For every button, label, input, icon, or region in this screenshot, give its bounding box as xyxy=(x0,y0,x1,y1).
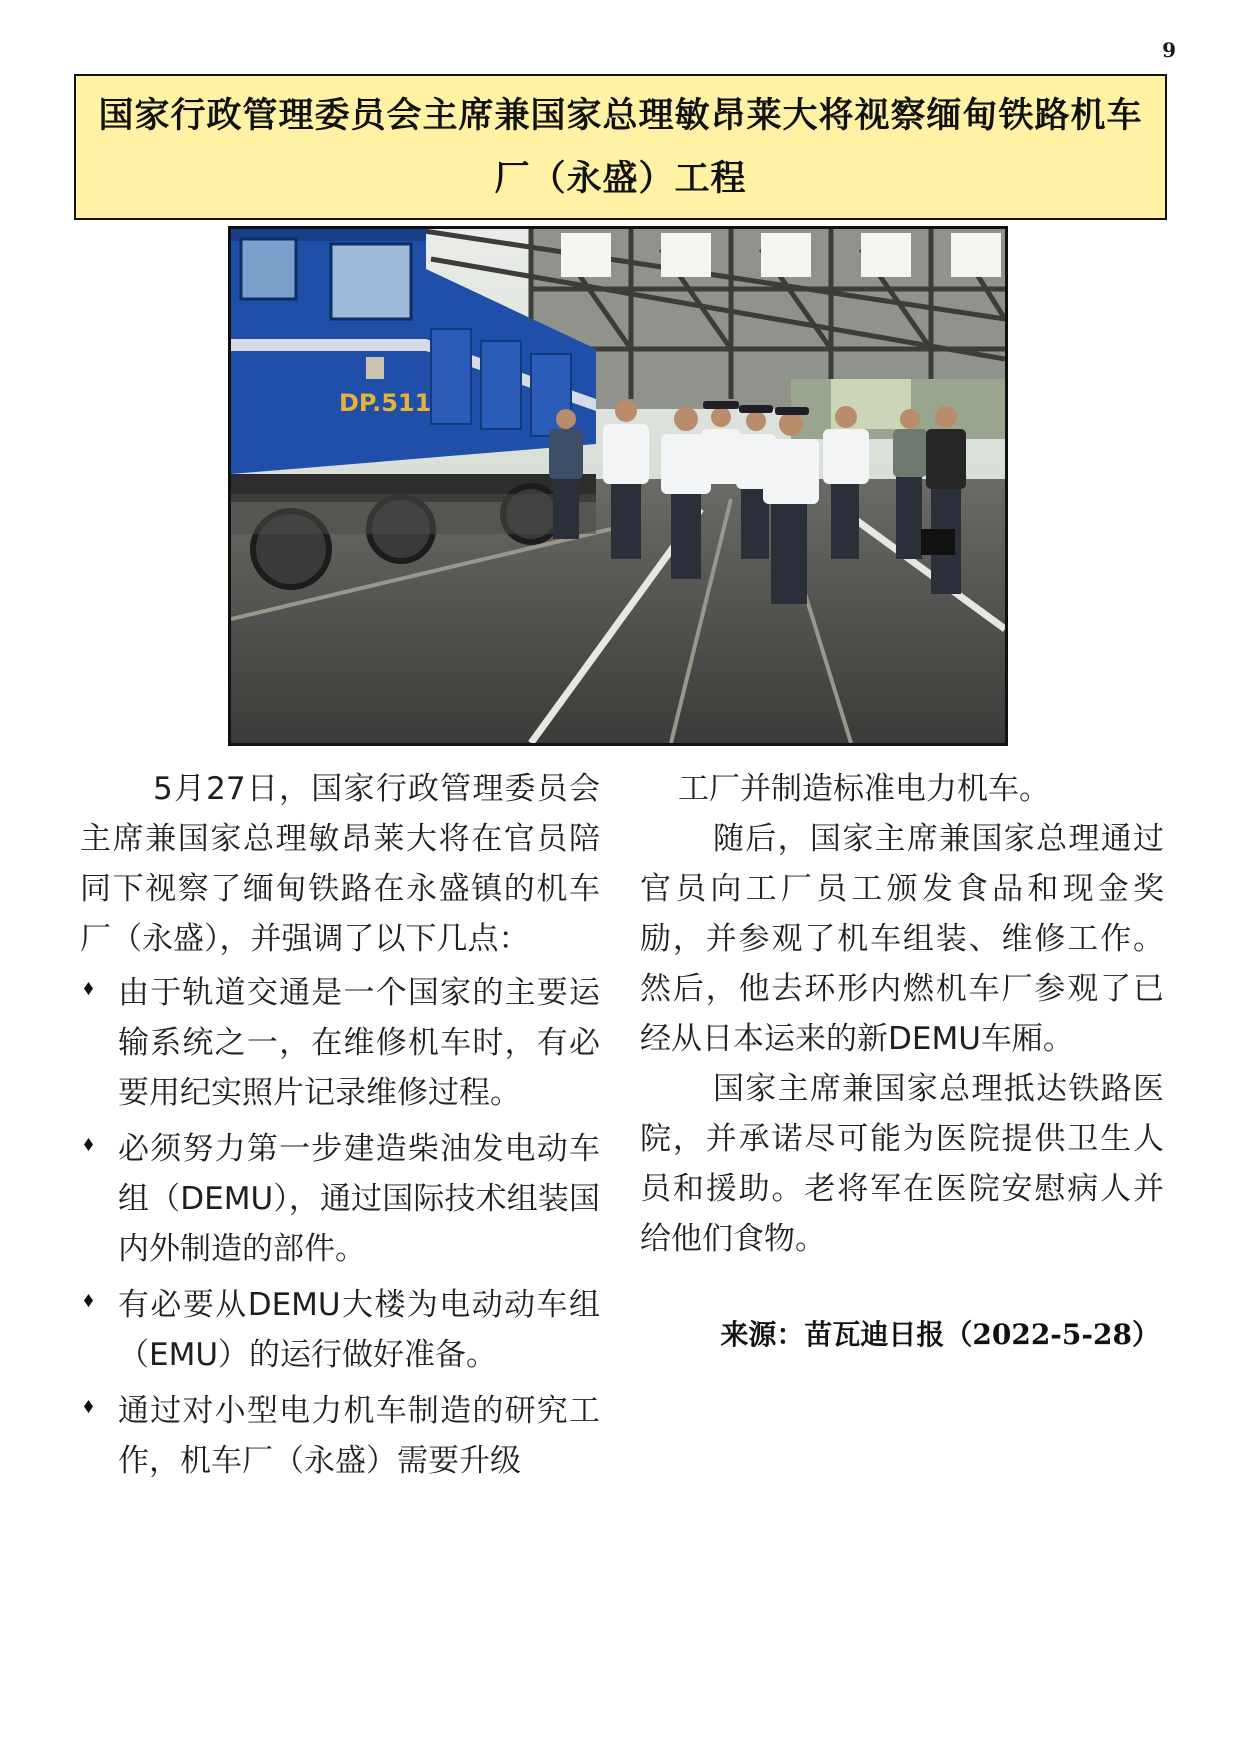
intro-paragraph: 5月27日，国家行政管理委员会主席兼国家总理敏昂莱大将在官员陪同下视察了缅甸铁路在永盛镇的机车厂（永盛），并强调了以下几点： xyxy=(80,771,600,957)
bullet-text: 由于轨道交通是一个国家的主要运输系统之一，在维修机车时，有必要用纪实照片记录维修过程。 xyxy=(118,975,600,1111)
continuation-text: 工厂并制造标准电力机车。 xyxy=(678,771,1050,807)
list-item xyxy=(80,1280,600,1380)
workshop-scene xyxy=(231,229,1005,743)
left-column xyxy=(80,764,600,1492)
page-title: 国家行政管理委员会主席兼国家总理敏昂莱大将视察缅甸铁路机车厂（永盛）工程 xyxy=(98,95,1143,199)
diamond-bullet-icon xyxy=(84,1400,93,1413)
right-column xyxy=(640,764,1164,1360)
diamond-bullet-icon xyxy=(84,1138,93,1151)
locomotive-window xyxy=(241,239,296,299)
paragraph-3: 国家主席兼国家总理抵达铁路医院，并承诺尽可能为医院提供卫生人员和援助。老将军在医院安慰病人并给他们食物。 xyxy=(640,1071,1164,1257)
title-box xyxy=(74,74,1167,220)
paragraph-2: 随后，国家主席兼国家总理通过官员向工厂员工颁发食品和现金奖励，并参观了机车组装、维修工作。然后，他去环形内燃机车厂参观了已经从日本运来的新DEMU车厢。 xyxy=(640,821,1164,1057)
page-number: 9 xyxy=(1162,38,1176,62)
locomotive-number: DP.511 xyxy=(339,389,432,417)
bullet-text: 通过对小型电力机车制造的研究工作，机车厂（永盛）需要升级 xyxy=(118,1393,600,1479)
bullet-text: 有必要从DEMU大楼为电动动车组（EMU）的运行做好准备。 xyxy=(118,1287,600,1373)
source-text: 来源：苗瓦迪日报（2022-5-28） xyxy=(720,1318,1160,1351)
news-photo xyxy=(228,226,1008,746)
list-item xyxy=(80,1386,600,1486)
list-item xyxy=(80,1124,600,1274)
locomotive-emblem xyxy=(366,357,384,379)
source-line xyxy=(640,1310,1164,1360)
key-points-list xyxy=(80,968,600,1486)
bullet-text: 必须努力第一步建造柴油发电动车组（DEMU），通过国际技术组装国内外制造的部件。 xyxy=(118,1131,600,1267)
list-item xyxy=(80,968,600,1118)
diamond-bullet-icon xyxy=(84,1294,93,1307)
diamond-bullet-icon xyxy=(84,982,93,995)
cab-window xyxy=(331,244,411,319)
